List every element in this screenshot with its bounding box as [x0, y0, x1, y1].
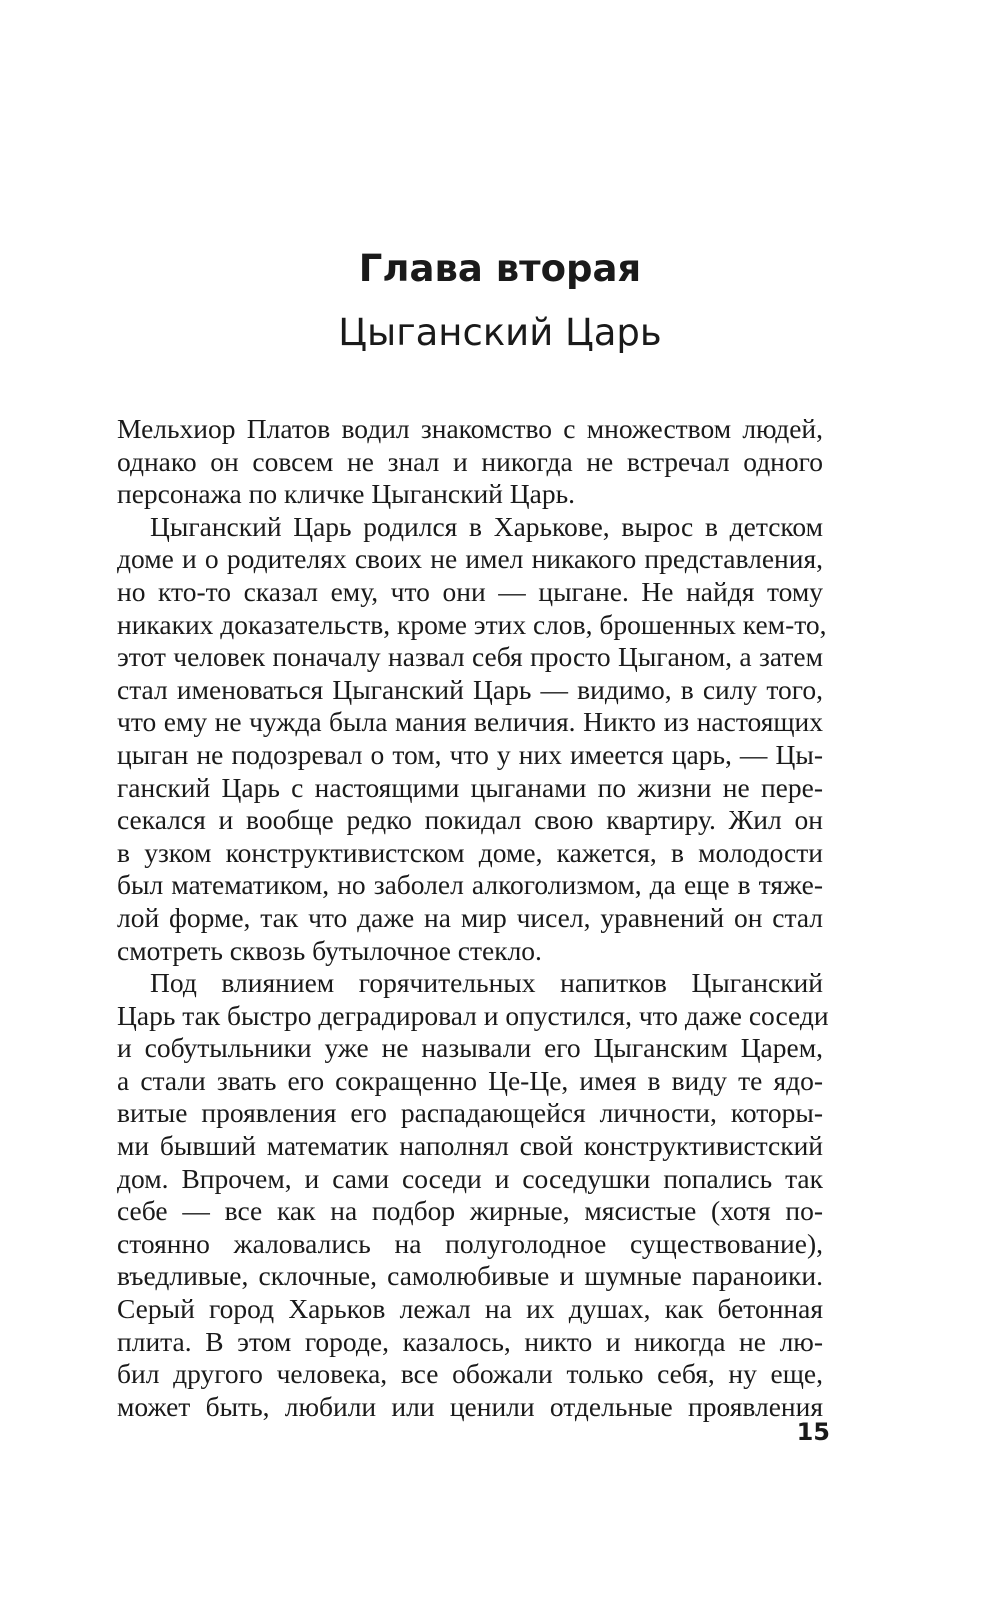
page-number: 15	[796, 1418, 830, 1446]
text-line: может быть, любили или ценили отдельные проявления	[117, 1390, 823, 1422]
text-line: смотреть сквозь бутылочное стекло.	[117, 934, 542, 966]
text-line: бил другого человека, все обожали только себя, ну еще,	[117, 1358, 823, 1390]
text-line: Мельхиор Платов водил знакомство с множеством людей,	[117, 413, 823, 444]
text-line: доме и о родителях своих не имел никакого представления,	[117, 543, 823, 575]
text-line: цыган не подозревал о том, что у них имеется царь, — Цы-	[117, 738, 823, 770]
text-line: что ему не чужда была мания величия. Никто из настоящих	[117, 706, 823, 738]
chapter-heading	[0, 240, 1000, 358]
text-line: стоянно жаловались на полуголодное существование),	[117, 1227, 823, 1259]
text-line: стал именоваться Цыганский Царь — видимо, в силу того,	[117, 673, 823, 705]
text-line: Цыганский Царь родился в Харькове, вырос в детском	[150, 510, 823, 542]
text-line: и собутыльники уже не называли его Цыганским Царем,	[117, 1032, 823, 1064]
text-line: лой форме, так что даже на мир чисел, уравнений он стал	[117, 901, 823, 933]
text-line: этот человек поначалу назвал себя просто Цыганом, а затем	[117, 641, 823, 673]
body-text	[117, 413, 829, 1423]
text-line: ми бывший математик наполнял свой конструктивистский	[117, 1130, 823, 1162]
text-line: дом. Впрочем, и сами соседи и соседушки попались так	[117, 1162, 823, 1194]
text-line: никаких доказательств, кроме этих слов, брошенных кем-то,	[117, 608, 827, 640]
chapter-title: Цыганский Царь	[338, 311, 662, 354]
text-line: Серый город Харьков лежал на их душах, как бетонная	[117, 1293, 823, 1325]
text-line: себе — все как на подбор жирные, мясистые (хотя по-	[117, 1195, 823, 1227]
text-line: в узком конструктивистском доме, кажется, в молодости	[117, 836, 823, 868]
text-line: Царь так быстро деградировал и опустился, что даже соседи	[117, 999, 829, 1031]
text-line: а стали звать его сокращенно Це-Це, имея в виду те ядо-	[117, 1064, 823, 1096]
text-line: Под влиянием горячительных напитков Цыганский	[150, 967, 823, 999]
text-line: въедливые, склочные, самолюбивые и шумные параноики.	[117, 1260, 823, 1292]
text-line: персонажа по кличке Цыганский Царь.	[117, 478, 576, 510]
text-line: витые проявления его распадающейся личности, которы-	[117, 1097, 823, 1129]
text-line: плита. В этом городе, казалось, никто и никогда не лю-	[117, 1325, 823, 1357]
text-line: но кто-то сказал ему, что они — цыгане. Не найдя тому	[117, 575, 823, 607]
text-line: был математиком, но заболел алкоголизмом, да еще в тяже-	[117, 869, 823, 901]
text-line: секался и вообще редко покидал свою квартиру. Жил он	[117, 804, 823, 836]
chapter-number: Глава вторая	[358, 247, 642, 290]
text-line: однако он совсем не знал и никогда не встречал одного	[117, 445, 823, 477]
text-line: ганский Царь с настоящими цыганами по жизни не пере-	[117, 771, 823, 803]
